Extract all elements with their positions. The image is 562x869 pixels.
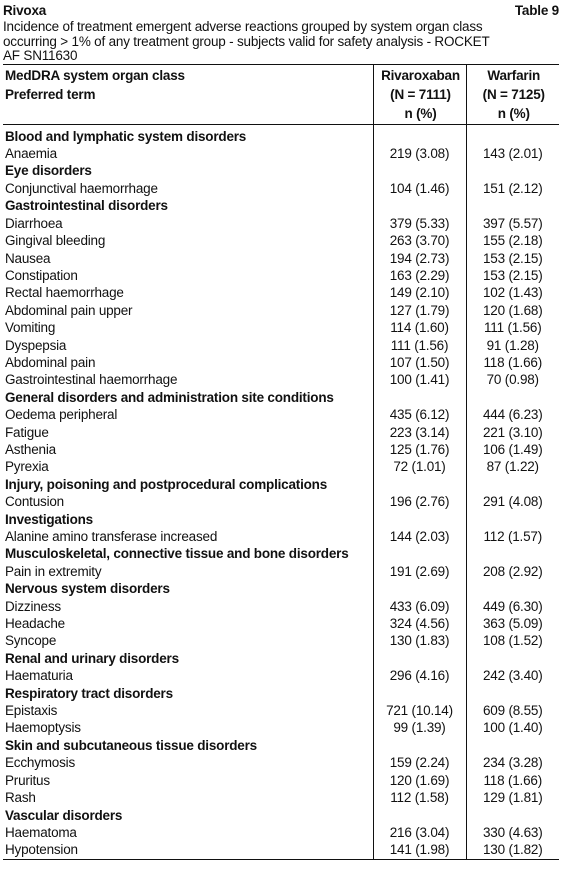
system-organ-class-label: Eye disorders xyxy=(5,163,92,179)
warfarin-value: 151 (2.12) xyxy=(466,180,559,197)
rivaroxaban-value: 120 (1.69) xyxy=(373,772,466,789)
system-organ-class-label: General disorders and administration site conditions xyxy=(5,389,334,405)
preferred-term-label: Fatigue xyxy=(5,424,49,440)
rivaroxaban-value: 721 (10.14) xyxy=(373,702,466,719)
system-organ-class-label: Musculoskeletal, connective tissue and bone disorders xyxy=(5,546,349,562)
preferred-term-row xyxy=(3,719,559,736)
warfarin-value: 330 (4.63) xyxy=(466,824,559,841)
preferred-term-label: Hypotension xyxy=(3,841,373,859)
system-organ-class-row xyxy=(3,511,559,528)
system-organ-class-row xyxy=(3,807,559,824)
rivaroxaban-value: 163 (2.29) xyxy=(373,267,466,284)
preferred-term-row xyxy=(3,615,559,632)
preferred-term-label: Oedema peripheral xyxy=(5,407,118,423)
preferred-term-row xyxy=(3,789,559,806)
preferred-term-row xyxy=(3,702,559,719)
preferred-term-row xyxy=(3,337,559,354)
preferred-term-row xyxy=(3,563,559,580)
table-header xyxy=(3,65,559,124)
warfarin-value: 112 (1.57) xyxy=(466,528,559,545)
warfarin-value: 221 (3.10) xyxy=(466,424,559,441)
rivaroxaban-value: 149 (2.10) xyxy=(373,284,466,301)
preferred-term-label: Dizziness xyxy=(5,598,61,614)
preferred-term-label: Vomiting xyxy=(5,320,56,336)
warfarin-n-header: (N = 7125) xyxy=(466,84,559,103)
warfarin-value: 108 (1.52) xyxy=(466,632,559,649)
system-organ-class-row xyxy=(3,476,559,493)
preferred-term-row xyxy=(3,250,559,267)
warfarin-value xyxy=(466,511,559,528)
preferred-term-label: Haemoptysis xyxy=(5,720,81,736)
warfarin-value: 242 (3.40) xyxy=(466,667,559,684)
rivaroxaban-value: 99 (1.39) xyxy=(373,719,466,736)
warfarin-column-header: Warfarin xyxy=(466,65,559,84)
rivaroxaban-value: 107 (1.50) xyxy=(373,354,466,371)
rivaroxaban-value: 433 (6.09) xyxy=(373,598,466,615)
preferred-term-label: Contusion xyxy=(5,494,64,510)
preferred-term-label: Pyrexia xyxy=(5,459,49,475)
system-organ-class-label: Gastrointestinal disorders xyxy=(5,198,168,214)
preferred-term-label: Abdominal pain upper xyxy=(5,302,133,318)
warfarin-value: 102 (1.43) xyxy=(466,284,559,301)
preferred-term-row xyxy=(3,424,559,441)
preferred-term-label: Rash xyxy=(5,790,36,806)
rivaroxaban-value xyxy=(373,511,466,528)
rivaroxaban-value: 324 (4.56) xyxy=(373,615,466,632)
system-organ-class-label: Vascular disorders xyxy=(5,807,123,823)
preferred-term-label: Dyspepsia xyxy=(5,337,67,353)
rivaroxaban-value xyxy=(373,545,466,562)
warfarin-value: 291 (4.08) xyxy=(466,493,559,510)
preferred-term-row xyxy=(3,406,559,423)
system-organ-class-label: Blood and lymphatic system disorders xyxy=(5,128,247,144)
system-organ-class-row xyxy=(3,162,559,179)
rivaroxaban-column-header: Rivaroxaban xyxy=(373,65,466,84)
preferred-term-row xyxy=(3,232,559,249)
preferred-term-label: Rectal haemorrhage xyxy=(5,285,124,301)
warfarin-value: 118 (1.66) xyxy=(466,354,559,371)
system-organ-class-label: Skin and subcutaneous tissue disorders xyxy=(5,737,257,753)
rivaroxaban-value: 194 (2.73) xyxy=(373,250,466,267)
header-spacer xyxy=(3,103,373,124)
warfarin-value: 91 (1.28) xyxy=(466,337,559,354)
preferred-term-row xyxy=(3,667,559,684)
preferred-term-row xyxy=(3,528,559,545)
warfarin-value: 155 (2.18) xyxy=(466,232,559,249)
rivaroxaban-value: 125 (1.76) xyxy=(373,441,466,458)
warfarin-value: 609 (8.55) xyxy=(466,702,559,719)
warfarin-value: 118 (1.66) xyxy=(466,772,559,789)
rivaroxaban-unit-header: n (%) xyxy=(373,103,466,124)
preferred-term-label: Haematuria xyxy=(5,668,73,684)
preferred-term-row xyxy=(3,267,559,284)
system-organ-class-label: Injury, poisoning and postprocedural complications xyxy=(5,476,328,492)
preferred-term-label: Conjunctival haemorrhage xyxy=(5,180,158,196)
preferred-term-label: Ecchymosis xyxy=(5,755,76,771)
preferred-term-row xyxy=(3,145,559,162)
rivaroxaban-value: 130 (1.83) xyxy=(373,632,466,649)
rivaroxaban-n-header: (N = 7111) xyxy=(373,84,466,103)
rivaroxaban-value: 263 (3.70) xyxy=(373,232,466,249)
rivaroxaban-value: 100 (1.41) xyxy=(373,371,466,388)
caption-line: AF SN11630 xyxy=(3,48,78,64)
preferred-term-label: Gingival bleeding xyxy=(5,233,106,249)
system-organ-class-label: Nervous system disorders xyxy=(5,581,170,597)
system-organ-class-row xyxy=(3,389,559,406)
rivaroxaban-value: 196 (2.76) xyxy=(373,493,466,510)
warfarin-value xyxy=(466,580,559,597)
warfarin-value: 234 (3.28) xyxy=(466,754,559,771)
rivaroxaban-value: 219 (3.08) xyxy=(373,145,466,162)
preferred-term-label: Haematoma xyxy=(5,824,77,840)
rivaroxaban-value: 72 (1.01) xyxy=(373,458,466,475)
system-organ-class-row xyxy=(3,197,559,214)
preferred-term-row xyxy=(3,754,559,771)
warfarin-value: 449 (6.30) xyxy=(466,598,559,615)
warfarin-value: 70 (0.98) xyxy=(466,371,559,388)
rivaroxaban-value xyxy=(373,737,466,754)
rivaroxaban-value: 104 (1.46) xyxy=(373,180,466,197)
warfarin-value xyxy=(466,685,559,702)
system-organ-class-label: Respiratory tract disorders xyxy=(5,685,173,701)
rivaroxaban-value: 296 (4.16) xyxy=(373,667,466,684)
warfarin-unit-header: n (%) xyxy=(466,103,559,124)
rivaroxaban-value xyxy=(373,124,466,145)
preferred-term-label: Diarrhoea xyxy=(5,215,63,231)
preferred-term-label: Anaemia xyxy=(5,146,57,162)
table-body xyxy=(3,124,559,859)
warfarin-value xyxy=(466,807,559,824)
warfarin-value xyxy=(466,476,559,493)
warfarin-value: 208 (2.92) xyxy=(466,563,559,580)
warfarin-value xyxy=(466,124,559,145)
preferred-term-row xyxy=(3,772,559,789)
warfarin-value: 153 (2.15) xyxy=(466,250,559,267)
warfarin-value: 153 (2.15) xyxy=(466,267,559,284)
rivaroxaban-value xyxy=(373,807,466,824)
system-organ-class-row xyxy=(3,650,559,667)
rivaroxaban-value xyxy=(373,476,466,493)
warfarin-value: 444 (6.23) xyxy=(466,406,559,423)
warfarin-value: 130 (1.82) xyxy=(466,841,559,859)
warfarin-value: 100 (1.40) xyxy=(466,719,559,736)
preferred-term-label: Gastrointestinal haemorrhage xyxy=(5,372,178,388)
rivaroxaban-value xyxy=(373,580,466,597)
system-organ-class-row xyxy=(3,545,559,562)
preferred-term-row xyxy=(3,841,559,859)
preferred-term-row xyxy=(3,371,559,388)
preferred-term-label: Epistaxis xyxy=(5,703,58,719)
warfarin-value: 363 (5.09) xyxy=(466,615,559,632)
brand-name: Rivoxa xyxy=(3,3,47,18)
rivaroxaban-value: 111 (1.56) xyxy=(373,337,466,354)
preferred-term-row xyxy=(3,354,559,371)
preferred-term-row xyxy=(3,284,559,301)
system-organ-class-row xyxy=(3,580,559,597)
rivaroxaban-value xyxy=(373,197,466,214)
preferred-term-label: Nausea xyxy=(5,250,51,266)
warfarin-value xyxy=(466,737,559,754)
preferred-term-row xyxy=(3,441,559,458)
rivaroxaban-value xyxy=(373,685,466,702)
preferred-term-row xyxy=(3,598,559,615)
rivaroxaban-value: 379 (5.33) xyxy=(373,215,466,232)
caption-line: Incidence of treatment emergent adverse reactions grouped by system organ class xyxy=(3,19,483,34)
system-organ-class-label: Renal and urinary disorders xyxy=(5,650,179,666)
preferred-term-row xyxy=(3,458,559,475)
warfarin-value xyxy=(466,389,559,406)
rivaroxaban-value: 114 (1.60) xyxy=(373,319,466,336)
warfarin-value: 397 (5.57) xyxy=(466,215,559,232)
preferred-term-label: Constipation xyxy=(5,267,78,283)
warfarin-value xyxy=(466,650,559,667)
preferred-term-header: Preferred term xyxy=(5,87,96,103)
warfarin-value: 129 (1.81) xyxy=(466,789,559,806)
caption-line: occurring > 1% of any treatment group - subjects valid for safety analysis - ROCKET xyxy=(3,33,490,49)
warfarin-value: 106 (1.49) xyxy=(466,441,559,458)
preferred-term-label: Pruritus xyxy=(5,772,50,788)
system-organ-class-row xyxy=(3,124,559,145)
preferred-term-label: Headache xyxy=(5,616,65,632)
warfarin-value: 111 (1.56) xyxy=(466,319,559,336)
warfarin-value: 143 (2.01) xyxy=(466,145,559,162)
title-bar xyxy=(3,3,559,19)
rivaroxaban-value: 141 (1.98) xyxy=(373,841,466,859)
rivaroxaban-value: 112 (1.58) xyxy=(373,789,466,806)
warfarin-value: 120 (1.68) xyxy=(466,302,559,319)
rivaroxaban-value: 159 (2.24) xyxy=(373,754,466,771)
warfarin-value xyxy=(466,197,559,214)
rivaroxaban-value xyxy=(373,389,466,406)
warfarin-value xyxy=(466,162,559,179)
preferred-term-row xyxy=(3,493,559,510)
rivaroxaban-value xyxy=(373,162,466,179)
system-organ-class-row xyxy=(3,685,559,702)
system-organ-class-label: Investigations xyxy=(5,511,93,527)
warfarin-value: 87 (1.22) xyxy=(466,458,559,475)
preferred-term-row xyxy=(3,319,559,336)
preferred-term-label: Abdominal pain xyxy=(5,354,96,370)
preferred-term-label: Asthenia xyxy=(5,441,56,457)
rivaroxaban-value: 435 (6.12) xyxy=(373,406,466,423)
rivaroxaban-value: 191 (2.69) xyxy=(373,563,466,580)
preferred-term-row xyxy=(3,824,559,841)
rivaroxaban-value: 144 (2.03) xyxy=(373,528,466,545)
table-number: Table 9 xyxy=(514,3,559,18)
warfarin-value xyxy=(466,545,559,562)
preferred-term-row xyxy=(3,180,559,197)
system-organ-class-row xyxy=(3,737,559,754)
soc-column-header: MedDRA system organ class xyxy=(5,67,185,83)
rivaroxaban-value: 216 (3.04) xyxy=(373,824,466,841)
table-caption xyxy=(3,20,559,64)
rivaroxaban-value: 127 (1.79) xyxy=(373,302,466,319)
preferred-term-row xyxy=(3,632,559,649)
rivaroxaban-value: 223 (3.14) xyxy=(373,424,466,441)
rivaroxaban-value xyxy=(373,650,466,667)
preferred-term-label: Alanine amino transferase increased xyxy=(5,529,218,545)
adverse-reactions-table xyxy=(3,65,559,860)
preferred-term-row xyxy=(3,302,559,319)
preferred-term-label: Syncope xyxy=(5,633,57,649)
preferred-term-label: Pain in extremity xyxy=(5,563,102,579)
preferred-term-row xyxy=(3,215,559,232)
